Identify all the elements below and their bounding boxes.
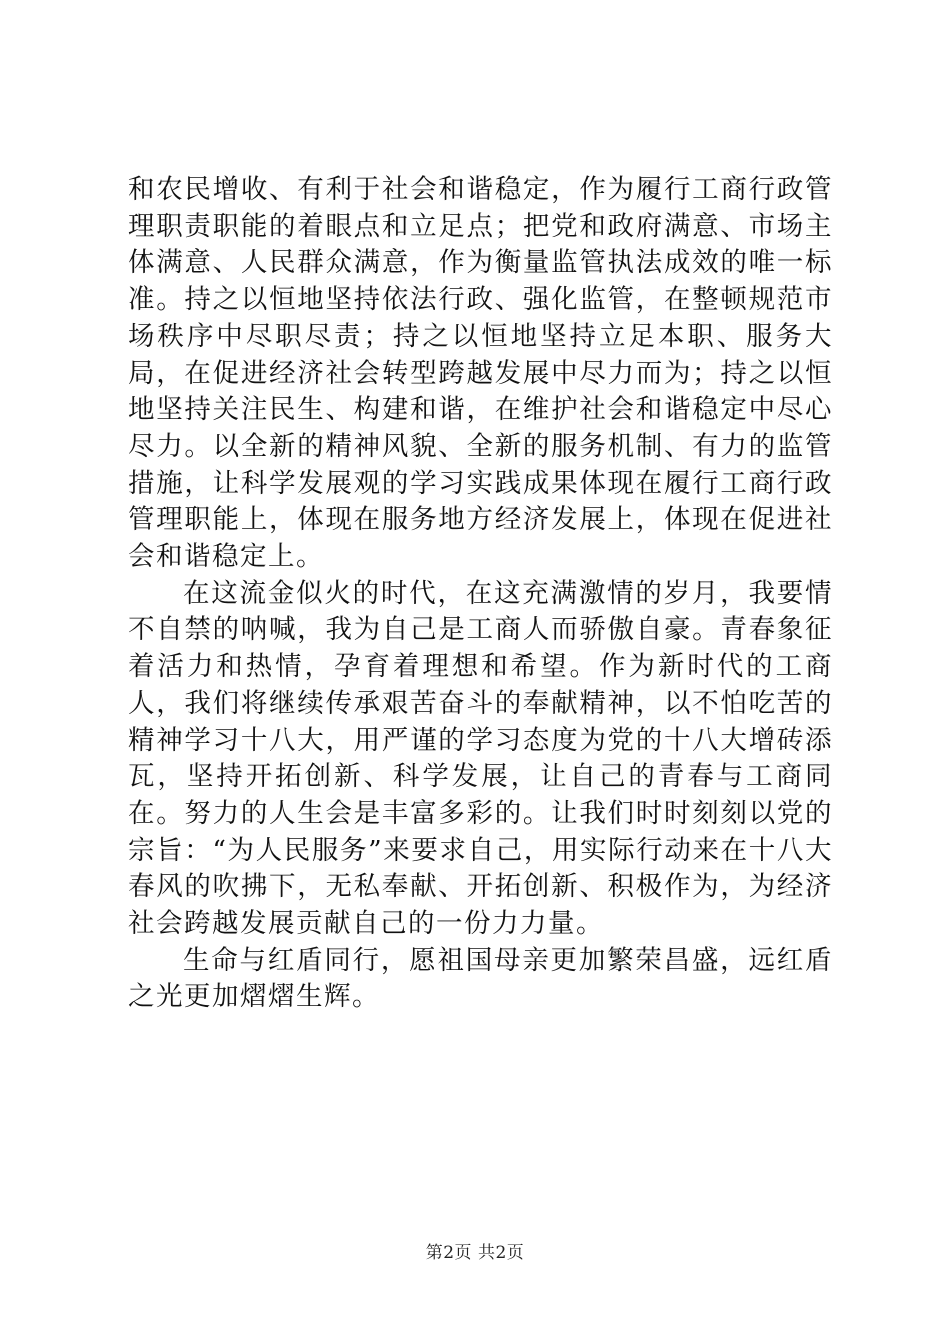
paragraph-3: 生命与红盾同行，愿祖国母亲更加繁荣昌盛，远红盾之光更加熠熠生辉。: [128, 944, 833, 1013]
page-number-footer: 第2页 共2页: [425, 1243, 525, 1263]
paragraph-2: 在这流金似火的时代，在这充满激情的岁月，我要情不自禁的呐喊，我为自己是工商人而骄傲自豪。青春象征着活力和热情，孕育着理想和希望。作为新时代的工商人，我们将继续传承艰苦奋斗的奉献精神，以不怕吃苦的精神学习十八大，用严谨的学习态度为党的十八大增砖添瓦，坚持开拓创新、科学发展，让自己的青春与工商同在。努力的人生会是丰富多彩的。让我们时时刻刻以党的宗旨：“为人民服务”来要求自己，用实际行动来在十八大春风的吹拂下，无私奉献、开拓创新、积极作为，为经济社会跨越发展贡献自己的一份力力量。: [128, 577, 833, 940]
document-body: [128, 172, 833, 1016]
paragraph-1: 和农民增收、有利于社会和谐稳定，作为履行工商行政管理职责职能的着眼点和立足点；把党和政府满意、市场主体满意、人民群众满意，作为衡量监管执法成效的唯一标准。持之以恒地坚持依法行政、强化监管，在整顿规范市场秩序中尽职尽责；持之以恒地坚持立足本职、服务大局，在促进经济社会转型跨越发展中尽力而为；持之以恒地坚持关注民生、构建和谐，在维护社会和谐稳定中尽心尽力。以全新的精神风貌、全新的服务机制、有力的监管措施，让科学发展观的学习实践成果体现在履行工商行政管理职能上，体现在服务地方经济发展上，体现在促进社会和谐稳定上。: [128, 174, 833, 573]
